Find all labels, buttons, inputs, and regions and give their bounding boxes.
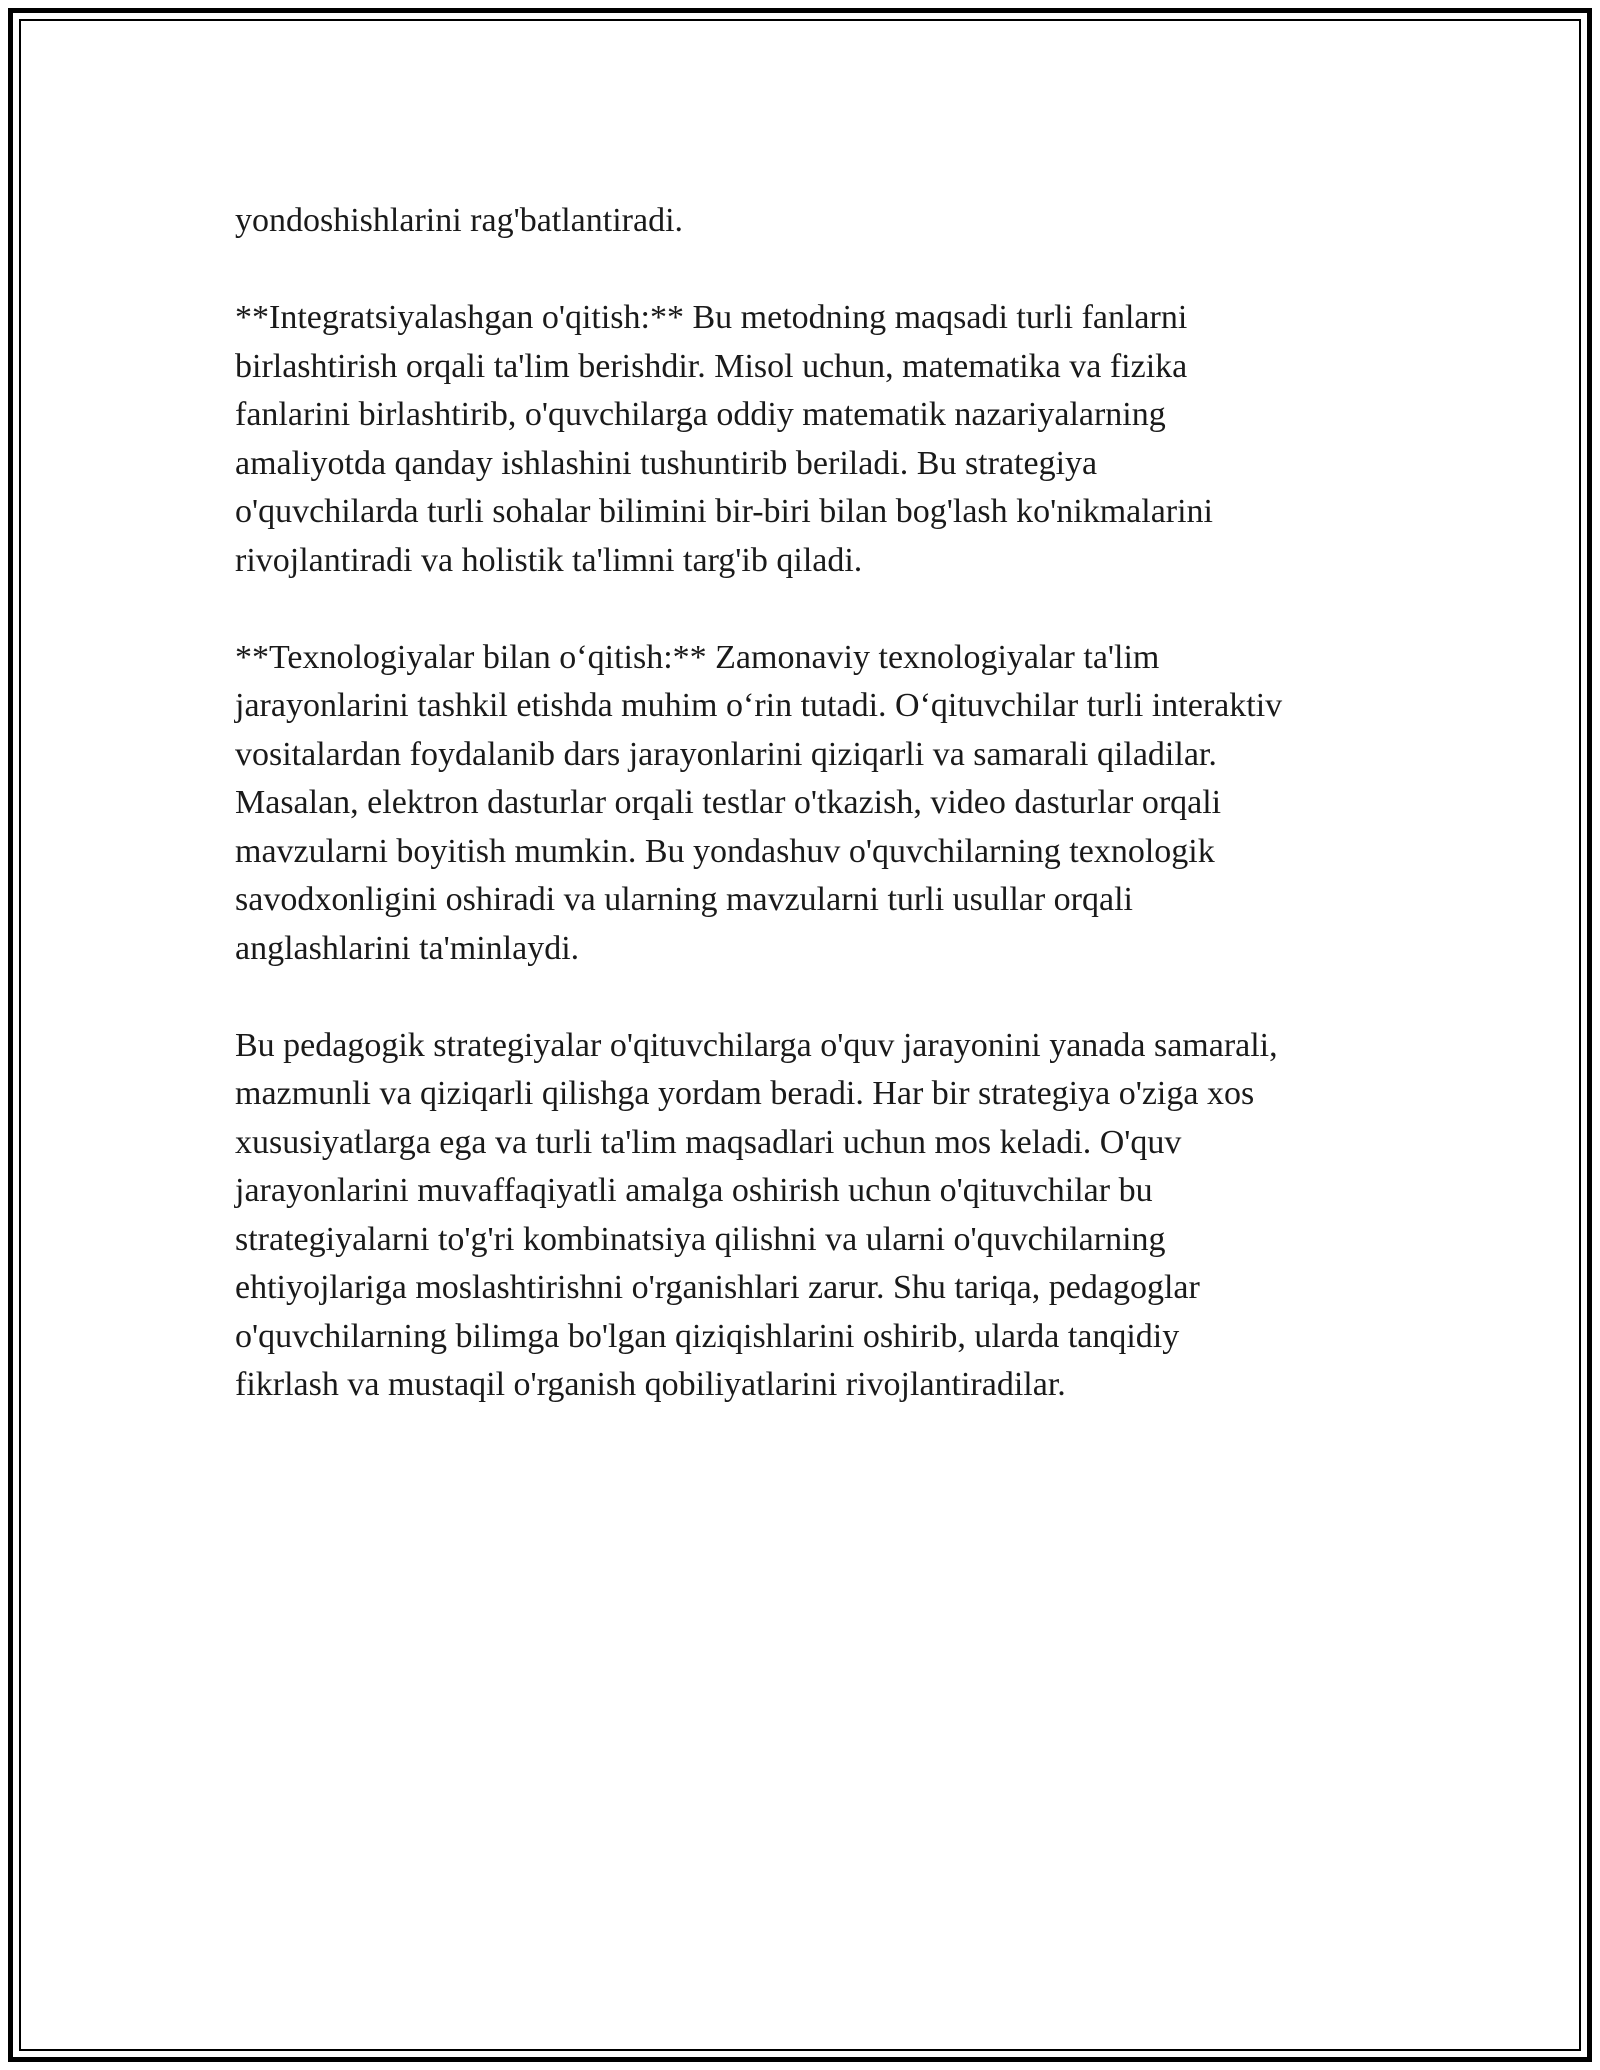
text-line: vositalardan foydalanib dars jarayonlarini qiziqarli va samarali qiladilar. xyxy=(235,735,1217,773)
text-line: jarayonlarini muvaffaqiyatli amalga oshirish uchun o'qituvchilar bu xyxy=(235,1172,1153,1209)
paragraph-technology-teaching xyxy=(235,634,1385,974)
text-line: o'quvchilarda turli sohalar bilimini bir-biri bilan bog'lash ko'nikmalarini xyxy=(235,493,1213,530)
document-page xyxy=(8,8,1592,2062)
paragraph-integrated-teaching xyxy=(235,294,1385,585)
text-line: birlashtirish orqali ta'lim berishdir. Misol uchun, matematika va fizika xyxy=(235,347,1188,385)
text-line: **Texnologiyalar bilan o‘qitish:** Zamonaviy texnologiyalar ta'lim xyxy=(235,638,1160,676)
text-line: mavzularni boyitish mumkin. Bu yondashuv o'quvchilarning texnologik xyxy=(235,832,1215,870)
text-line: fanlarini birlashtirib, o'quvchilarga oddiy matematik nazariyalarning xyxy=(235,396,1166,433)
text-line: fikrlash va mustaqil o'rganish qobiliyatlarini rivojlantiradilar. xyxy=(235,1366,1066,1403)
text-line: rivojlantiradi va holistik ta'limni targ'ib qiladi. xyxy=(235,541,863,579)
text-line: savodxonligini oshiradi va ularning mavzularni turli usullar orqali xyxy=(235,881,1133,918)
text-line: yondoshishlarini rag'batlantiradi. xyxy=(235,202,684,239)
text-line: Bu pedagogik strategiyalar o'qituvchilarga o'quv jarayonini yanada samarali, xyxy=(235,1026,1278,1064)
text-line: ehtiyojlariga moslashtirishni o'rganishlari zarur. Shu tariqa, pedagoglar xyxy=(235,1269,1200,1306)
text-line: o'quvchilarning bilimga bo'lgan qiziqishlarini oshirib, ularda tanqidiy xyxy=(235,1317,1180,1355)
text-line: Masalan, elektron dasturlar orqali testlar o'tkazish, video dasturlar orqali xyxy=(235,784,1222,821)
text-line: strategiyalarni to'g'ri kombinatsiya qilishni va ularni o'quvchilarning xyxy=(235,1220,1166,1258)
text-line: **Integratsiyalashgan o'qitish:** Bu metodning maqsadi turli fanlarni xyxy=(235,299,1188,336)
text-line: xususiyatlarga ega va turli ta'lim maqsadlari uchun mos keladi. O'quv xyxy=(235,1123,1182,1161)
text-line: mazmunli va qiziqarli qilishga yordam beradi. Har bir strategiya o'ziga xos xyxy=(235,1075,1255,1112)
document-body xyxy=(235,197,1385,1458)
text-line: jarayonlarini tashkil etishda muhim o‘rin tutadi. O‘qituvchilar turli interaktiv xyxy=(235,687,1283,724)
paragraph-conclusion xyxy=(235,1022,1385,1410)
text-line: amaliyotda qanday ishlashini tushuntirib beriladi. Bu strategiya xyxy=(235,444,1098,482)
text-line: anglashlarini ta'minlaydi. xyxy=(235,929,580,967)
paragraph-intro-tail xyxy=(235,197,1385,246)
